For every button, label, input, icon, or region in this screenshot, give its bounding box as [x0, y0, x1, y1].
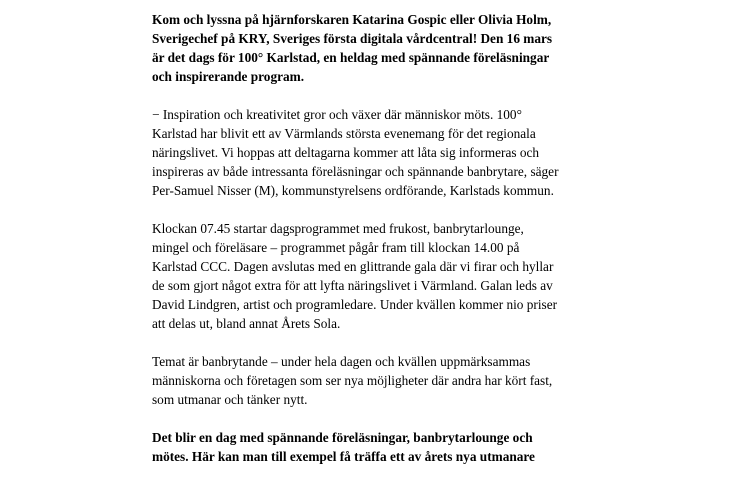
text-line: Per-Samuel Nisser (M), kommunstyrelsens ordförande, Karlstads kommun.	[152, 183, 554, 198]
schedule-paragraph	[152, 219, 622, 333]
text-line: de som gjort något extra för att lyfta näringslivet i Värmland. Galan leds av	[152, 278, 553, 293]
quote-paragraph	[152, 105, 622, 200]
text-line: människorna och företagen som ser nya möjligheter där andra har kört fast,	[152, 373, 553, 388]
text-line: Det blir en dag med spännande föreläsningar, banbrytarlounge och	[152, 430, 533, 445]
text-line: Klockan 07.45 startar dagsprogrammet med frukost, banbrytarlounge,	[152, 221, 524, 236]
text-line: att delas ut, bland annat Årets Sola.	[152, 316, 341, 331]
intro-paragraph	[152, 10, 622, 86]
text-line: Karlstad har blivit ett av Värmlands största evenemang för det regionala	[152, 126, 536, 141]
text-line: David Lindgren, artist och programledare. Under kvällen kommer nio priser	[152, 297, 558, 312]
closing-paragraph	[152, 428, 622, 466]
text-line: Sverigechef på KRY, Sveriges första digitala vårdcentral! Den 16 mars	[152, 31, 553, 46]
text-line: inspireras av både intressanta föreläsningar och spännande banbrytare, säger	[152, 164, 559, 179]
text-line: näringslivet. Vi hoppas att deltagarna kommer att låta sig informeras och	[152, 145, 540, 160]
document-page	[152, 10, 622, 485]
text-line: som utmanar och tänker nytt.	[152, 392, 308, 407]
text-line: Temat är banbrytande – under hela dagen och kvällen uppmärksammas	[152, 354, 531, 369]
text-line: Karlstad CCC. Dagen avslutas med en glittrande gala där vi firar och hyllar	[152, 259, 554, 274]
text-line: − Inspiration och kreativitet gror och växer där människor möts. 100°	[152, 107, 522, 122]
text-line: är det dags för 100° Karlstad, en heldag med spännande föreläsningar	[152, 50, 550, 65]
theme-paragraph	[152, 352, 622, 409]
text-line: mötes. Här kan man till exempel få träffa ett av årets nya utmanare	[152, 449, 535, 464]
text-line: och inspirerande program.	[152, 69, 305, 84]
text-line: mingel och föreläsare – programmet pågår fram till klockan 14.00 på	[152, 240, 520, 255]
text-line: Kom och lyssna på hjärnforskaren Katarina Gospic eller Olivia Holm,	[152, 12, 552, 27]
